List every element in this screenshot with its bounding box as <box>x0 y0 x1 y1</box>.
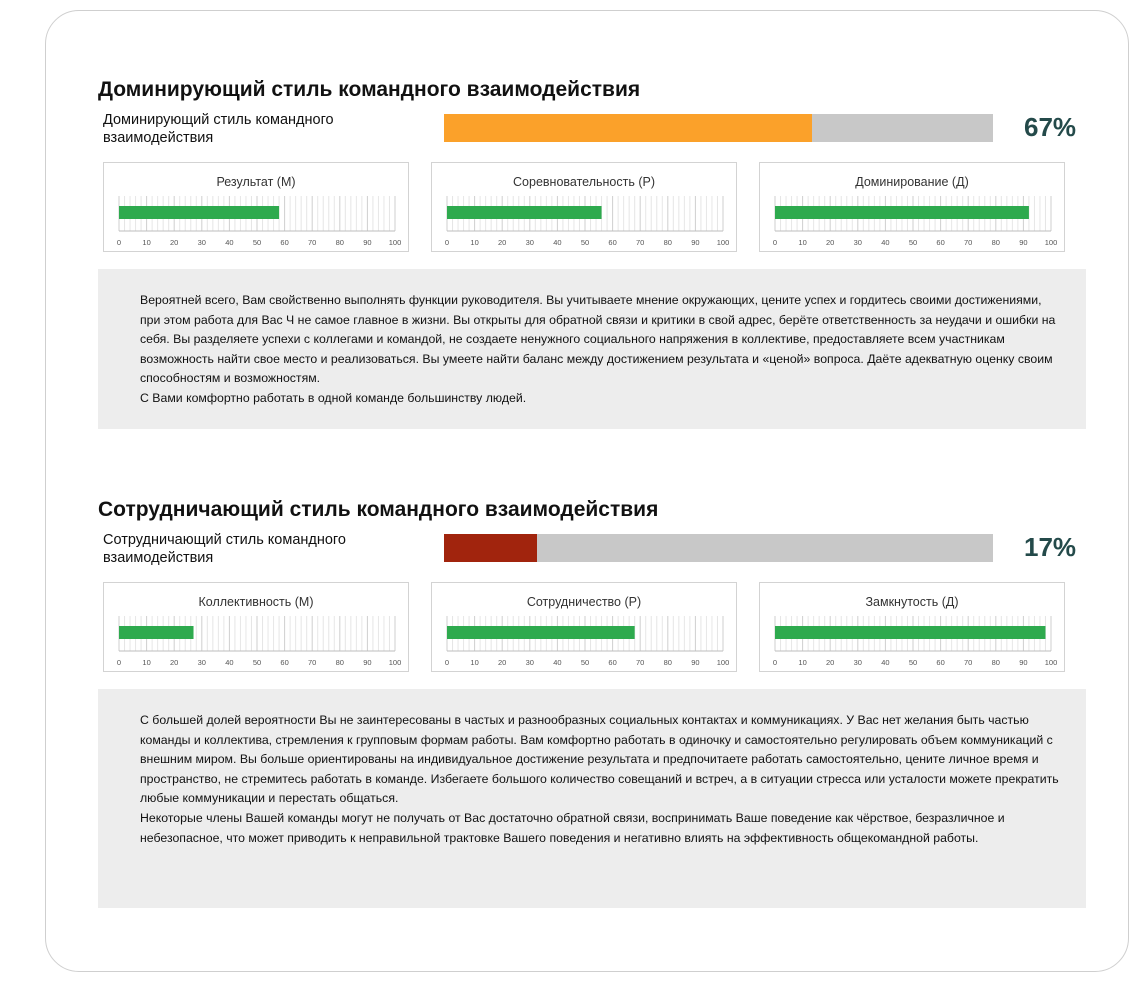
tick-label: 40 <box>225 658 234 667</box>
bar-label: Доминирующий стиль командного взаимодействия <box>103 112 334 146</box>
tick-label: 0 <box>772 238 778 247</box>
percent-value: 67% <box>1024 112 1077 142</box>
mini-chart <box>431 582 737 672</box>
mini-chart-title: Коллективность (М) <box>198 595 314 609</box>
tick-label: 50 <box>908 238 918 247</box>
mini-chart <box>431 162 737 252</box>
tick-label: 0 <box>444 238 450 247</box>
tick-label: 20 <box>826 658 835 667</box>
mini-chart-plot <box>104 583 410 673</box>
tick-label: 0 <box>116 658 122 667</box>
description-box <box>98 689 1086 908</box>
mini-chart-plot <box>432 163 738 253</box>
tick-label: 60 <box>936 238 945 247</box>
tick-label: 100 <box>388 238 402 247</box>
tick-label: 60 <box>936 658 945 667</box>
description-box <box>98 269 1086 429</box>
data-bar <box>447 626 635 639</box>
main-progress-bar <box>444 114 993 142</box>
main-progress-fill <box>444 114 812 142</box>
section-cooperative <box>98 498 1086 910</box>
data-bar <box>119 206 279 219</box>
tick-label: 10 <box>470 238 479 247</box>
tick-label: 80 <box>991 658 1000 667</box>
tick-label: 100 <box>1044 238 1058 247</box>
tick-label: 70 <box>308 658 317 667</box>
percent-value: 17% <box>1024 532 1077 562</box>
tick-label: 50 <box>908 658 918 667</box>
description-text <box>140 291 1060 409</box>
tick-label: 80 <box>663 238 672 247</box>
mini-chart-title: Соревновательность (Р) <box>513 175 655 189</box>
tick-label: 100 <box>388 658 402 667</box>
tick-label: 60 <box>280 658 289 667</box>
mini-chart <box>759 162 1065 252</box>
tick-label: 20 <box>170 238 179 247</box>
tick-label: 40 <box>881 658 890 667</box>
tick-label: 60 <box>608 238 617 247</box>
tick-label: 30 <box>197 238 206 247</box>
mini-chart <box>759 582 1065 672</box>
description-paragraph: Некоторые члены Вашей команды могут не получать от Вас достаточно обратной связи, воспринимать Ваше поведение как чёрствое, безразличное и небезопасное, что может приводить к неправильной трактовке Вашего поведения и негативно влиять на эффективность общекомандной работы. <box>140 810 1005 845</box>
tick-label: 100 <box>1044 658 1058 667</box>
tick-label: 90 <box>691 238 700 247</box>
tick-label: 100 <box>716 238 730 247</box>
tick-label: 0 <box>116 238 122 247</box>
tick-label: 10 <box>142 658 151 667</box>
tick-label: 0 <box>444 658 450 667</box>
tick-label: 0 <box>772 658 778 667</box>
section-dominant <box>98 78 1086 430</box>
section-title: Сотрудничающий стиль командного взаимодействия <box>98 498 659 521</box>
tick-label: 30 <box>197 658 206 667</box>
tick-label: 10 <box>798 658 807 667</box>
tick-label: 60 <box>608 658 617 667</box>
data-bar <box>119 626 194 639</box>
data-bar <box>775 206 1029 219</box>
tick-label: 90 <box>1019 238 1028 247</box>
mini-chart-title: Результат (М) <box>216 175 296 189</box>
tick-label: 40 <box>881 238 890 247</box>
mini-chart-plot <box>760 583 1066 673</box>
description-paragraph: С большей долей вероятности Вы не заинтересованы в частых и разнообразных социальных контактах и коммуникациях. У Вас нет желания быть частью команды и коллектива, стремления к групповым формам работы. Вам комфортно работать в одиночку и самостоятельно регулировать объем коммуникаций с внешним миром. Вы больше ориентированы на индивидуальное достижение результата и предпочитаете работать самостоятельно, цените личное время и пространство, не стремитесь работать в команде. Избегаете большого количество совещаний и встреч, а в ситуации стресса или усталости можете прекратить любые коммуникации и перестать общаться. <box>140 713 1059 806</box>
description-paragraph: Вероятней всего, Вам свойственно выполнять функции руководителя. Вы учитываете мнение окружающих, цените успех и гордитесь своими достижениями, при этом работа для Вас Ч не самое главное в жизни. Вы открыты для обратной связи и критики в свой адрес, берёте ответственность за неудачи и ошибки на себя. Вы разделяете успехи с коллегами и командой, не создаете ненужного социального напряжения в коллективе, предоставляете всем участникам возможность найти свое место и реализоваться. Вы умеете найти баланс между достижением результата и «ценой» вопроса. Даёте адекватную оценку своим способностям и возможностям. <box>140 293 1056 386</box>
tick-label: 80 <box>335 238 344 247</box>
mini-chart-title: Замкнутость (Д) <box>865 595 959 609</box>
tick-label: 50 <box>580 658 590 667</box>
tick-label: 70 <box>636 238 645 247</box>
tick-label: 70 <box>964 658 973 667</box>
tick-label: 80 <box>335 658 344 667</box>
tick-label: 90 <box>363 238 372 247</box>
tick-label: 20 <box>826 238 835 247</box>
tick-label: 30 <box>525 238 534 247</box>
mini-chart <box>103 582 409 672</box>
data-bar <box>447 206 602 219</box>
tick-label: 90 <box>363 658 372 667</box>
tick-label: 10 <box>470 658 479 667</box>
mini-chart <box>103 162 409 252</box>
tick-label: 50 <box>252 658 262 667</box>
tick-label: 40 <box>225 238 234 247</box>
tick-label: 30 <box>853 658 862 667</box>
tick-label: 40 <box>553 658 562 667</box>
tick-label: 70 <box>308 238 317 247</box>
tick-label: 50 <box>252 238 262 247</box>
mini-chart-plot <box>104 163 410 253</box>
mini-chart-plot <box>432 583 738 673</box>
tick-label: 20 <box>498 658 507 667</box>
tick-label: 90 <box>691 658 700 667</box>
description-text <box>140 711 1060 848</box>
mini-chart-title: Доминирование (Д) <box>855 175 969 189</box>
main-progress-bar <box>444 534 993 562</box>
tick-label: 100 <box>716 658 730 667</box>
tick-label: 20 <box>498 238 507 247</box>
tick-label: 10 <box>142 238 151 247</box>
tick-label: 20 <box>170 658 179 667</box>
tick-label: 30 <box>853 238 862 247</box>
tick-label: 80 <box>663 658 672 667</box>
data-bar <box>775 626 1045 639</box>
mini-chart-plot <box>760 163 1066 253</box>
bar-label: Сотрудничающий стиль командного взаимодействия <box>103 532 346 566</box>
tick-label: 10 <box>798 238 807 247</box>
tick-label: 40 <box>553 238 562 247</box>
tick-label: 70 <box>964 238 973 247</box>
tick-label: 30 <box>525 658 534 667</box>
tick-label: 60 <box>280 238 289 247</box>
tick-label: 50 <box>580 238 590 247</box>
tick-label: 90 <box>1019 658 1028 667</box>
main-progress-fill <box>444 534 537 562</box>
description-paragraph: С Вами комфортно работать в одной команде большинству людей. <box>140 390 527 405</box>
tick-label: 70 <box>636 658 645 667</box>
tick-label: 80 <box>991 238 1000 247</box>
mini-chart-title: Сотрудничество (Р) <box>526 595 642 609</box>
section-title: Доминирующий стиль командного взаимодействия <box>98 78 641 101</box>
